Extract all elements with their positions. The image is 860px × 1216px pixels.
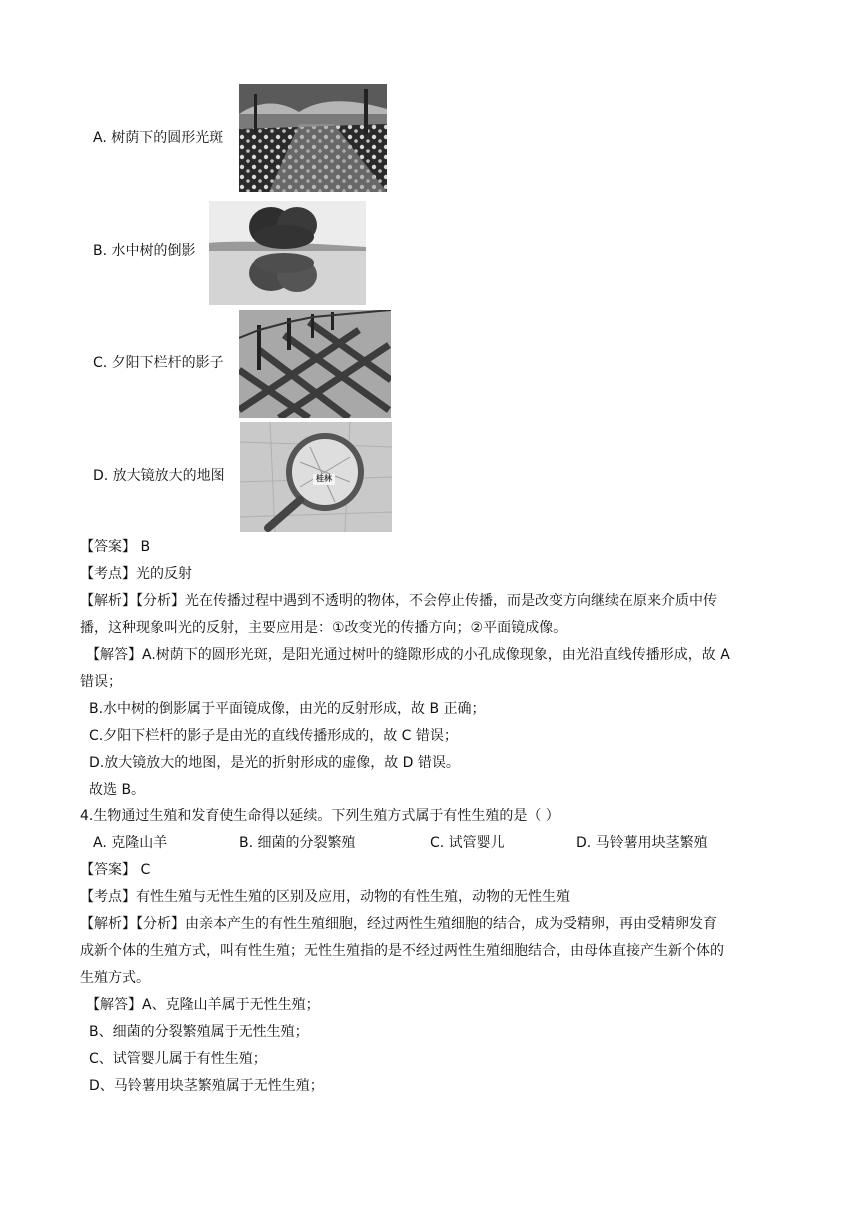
magnifying-glass-over-map-photo <box>240 422 392 532</box>
q3-solve-line-1: 【解答】A.树荫下的圆形光斑，是阳光通过树叶的缝隙形成的小孔成像现象，由光沿直线传播形成，故 A <box>86 647 730 663</box>
q4-point: 【考点】有性生殖与无性生殖的区别及应用，动物的有性生殖，动物的无性生殖 <box>80 889 570 905</box>
q4-choice-d: D. 马铃薯用块茎繁殖 <box>576 835 708 851</box>
option-d-label: D. 放大镜放大的地图 <box>93 468 225 484</box>
option-a-label: A. 树荫下的圆形光斑 <box>93 130 224 146</box>
q3-solve-line-6: 故选 B。 <box>89 782 146 798</box>
magnifier-map-text: 桂林 <box>316 474 332 483</box>
q4-choice-c: C. 试管婴儿 <box>430 835 505 851</box>
q4-choice-b: B. 细菌的分裂繁殖 <box>239 835 356 851</box>
q4-solve-line-2: B、细菌的分裂繁殖属于无性生殖； <box>89 1024 309 1040</box>
q4-solve-line-3: C、试管婴儿属于有性生殖； <box>89 1051 267 1067</box>
option-b-label: B. 水中树的倒影 <box>93 243 196 259</box>
q3-solve-line-3: B.水中树的倒影属于平面镜成像，由光的反射形成，故 B 正确； <box>89 701 486 717</box>
q4-question: 4.生物通过生殖和发育使生命得以延续。下列生殖方式属于有性生殖的是（ ） <box>80 808 560 824</box>
tree-shade-light-spots-photo <box>239 84 387 192</box>
q4-analysis-line-2: 成新个体的生殖方式，叫有性生殖；无性生殖指的是不经过两性生殖细胞结合，由母体直接产生新个体的 <box>80 943 724 959</box>
q3-analysis-line-1: 【解析】【分析】光在传播过程中遇到不透明的物体，不会停止传播，而是改变方向继续在原来介质中传 <box>80 593 717 609</box>
q3-solve-line-5: D.放大镜放大的地图，是光的折射形成的虚像，故 D 错误。 <box>89 755 460 771</box>
q3-point: 【考点】光的反射 <box>80 566 192 582</box>
q4-solve-line-4: D、马铃薯用块茎繁殖属于无性生殖； <box>89 1078 324 1094</box>
option-c-label: C. 夕阳下栏杆的影子 <box>93 355 224 371</box>
q3-solve-line-4: C.夕阳下栏杆的影子是由光的直线传播形成的，故 C 错误； <box>89 728 458 744</box>
tree-reflection-in-water-photo <box>209 201 366 305</box>
q4-solve-line-1: 【解答】A、克隆山羊属于无性生殖； <box>86 997 320 1013</box>
q3-analysis-line-2: 播，这种现象叫光的反射，主要应用是：①改变光的传播方向；②平面镜成像。 <box>80 620 568 636</box>
q3-solve-line-2: 错误； <box>80 674 122 690</box>
q4-choice-a: A. 克隆山羊 <box>93 835 168 851</box>
q4-answer: 【答案】 C <box>80 862 151 878</box>
q4-analysis-line-1: 【解析】【分析】由亲本产生的有性生殖细胞，经过两性生殖细胞的结合，成为受精卵，再由受精卵发育 <box>80 916 717 932</box>
q4-analysis-line-3: 生殖方式。 <box>80 970 150 986</box>
railing-shadow-at-sunset-photo <box>239 310 391 418</box>
q3-answer: 【答案】 B <box>80 539 151 555</box>
